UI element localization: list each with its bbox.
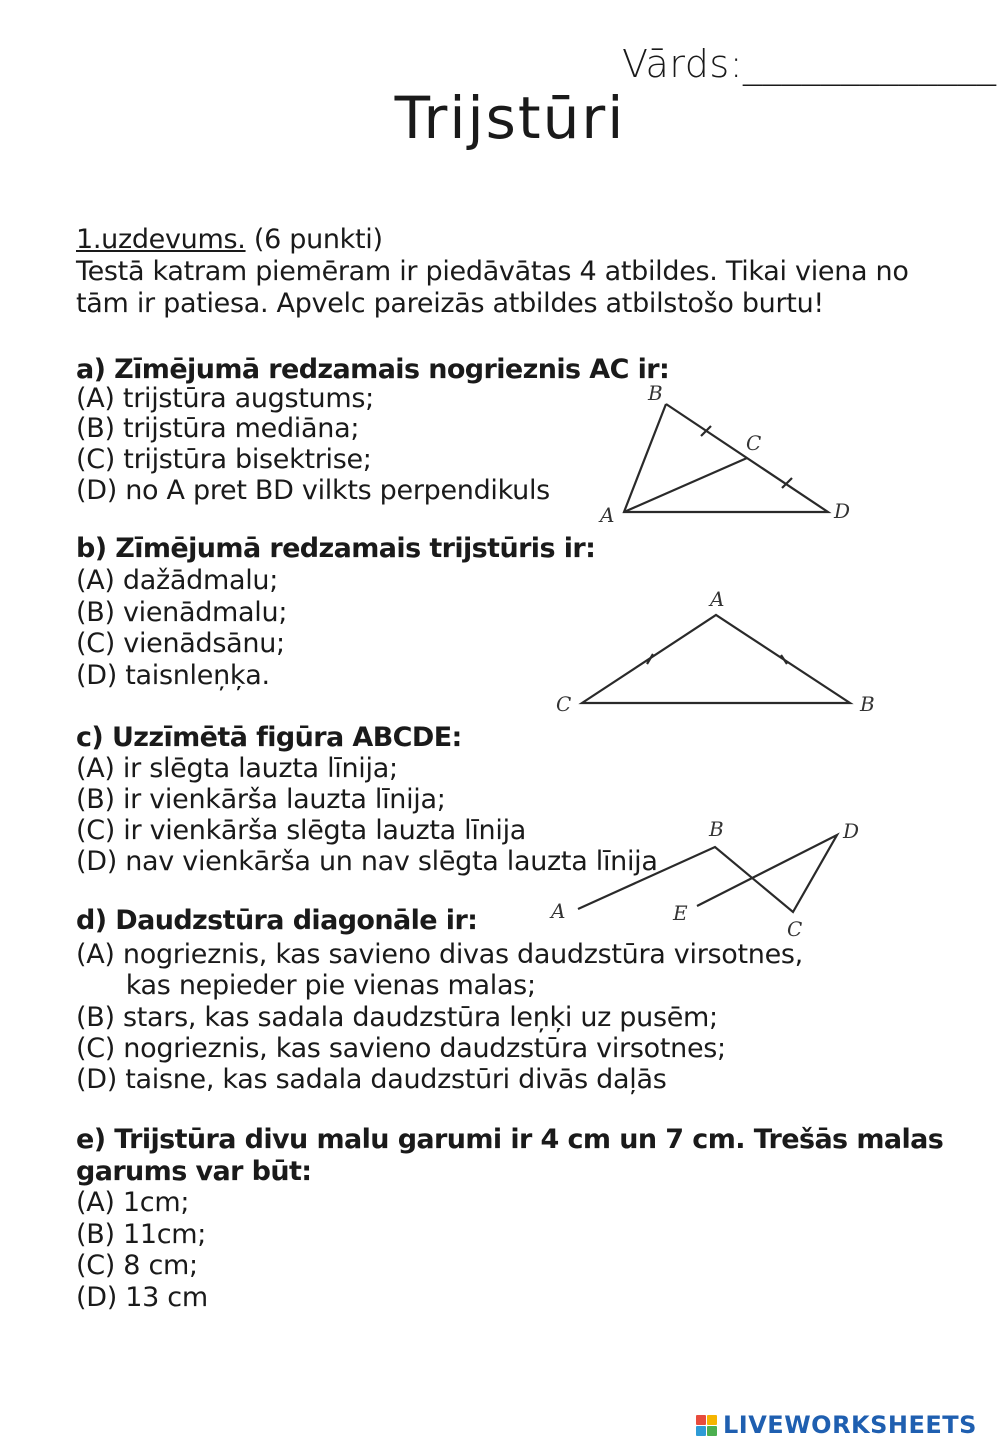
question-e-option-b[interactable]: (B) 11cm;: [76, 1219, 207, 1250]
question-d-option-b[interactable]: (B) stars, kas sadala daudzstūra leņķi uz pusēm;: [76, 1002, 718, 1033]
question-a-option-c[interactable]: (C) trijstūra bisektrise;: [76, 444, 372, 475]
question-e-option-d[interactable]: (D) 13 cm: [76, 1282, 208, 1313]
liveworksheets-logo[interactable]: [696, 1410, 977, 1440]
figure-a-label-b: B: [648, 381, 663, 405]
question-c-option-b[interactable]: (B) ir vienkārša lauzta līnija;: [76, 784, 446, 815]
task-points: (6 punkti): [245, 224, 383, 255]
question-b-option-a[interactable]: (A) dažādmalu;: [76, 565, 279, 596]
figure-b-triangle: [550, 580, 890, 720]
question-d-option-c[interactable]: (C) nogrieznis, kas savieno daudzstūra virsotnes;: [76, 1033, 726, 1064]
figure-c-label-a: A: [551, 899, 566, 923]
figure-c-label-e: E: [673, 901, 688, 925]
figure-a-label-c: C: [746, 431, 762, 455]
task-intro-line-1: Testā katram piemēram ir piedāvātas 4 atbildes. Tikai viena no: [76, 256, 909, 287]
question-a-option-b[interactable]: (B) trijstūra mediāna;: [76, 413, 360, 444]
question-e-option-c[interactable]: (C) 8 cm;: [76, 1250, 198, 1281]
question-b-option-c[interactable]: (C) vienādsānu;: [76, 628, 285, 659]
question-a-option-d[interactable]: (D) no A pret BD vilkts perpendikuls: [76, 475, 550, 506]
figure-c-label-d: D: [843, 819, 860, 843]
figure-b-label-b: B: [860, 692, 875, 716]
question-e-title-line-2: garums var būt:: [76, 1156, 312, 1187]
figure-c-label-c: C: [787, 917, 803, 941]
question-d-title: d) Daudzstūra diagonāle ir:: [76, 905, 478, 936]
question-c-title: c) Uzzīmētā figūra ABCDE:: [76, 722, 462, 753]
page-title: Trijstūri: [394, 84, 626, 152]
figure-c-label-b: B: [709, 817, 724, 841]
figure-a-label-d: D: [834, 499, 851, 523]
question-a-title: a) Zīmējumā redzamais nogrieznis AC ir:: [76, 354, 670, 385]
question-c-option-a[interactable]: (A) ir slēgta lauzta līnija;: [76, 753, 398, 784]
name-field-label: Vārds:_____________: [622, 42, 997, 86]
task-number: 1.uzdevums.: [76, 224, 246, 255]
logo-square-2: [707, 1415, 717, 1425]
logo-square-1: [696, 1415, 706, 1425]
question-c-option-d[interactable]: (D) nav vienkārša un nav slēgta lauzta līnija: [76, 846, 658, 877]
liveworksheets-brand-text: LIVEWORKSHEETS: [723, 1411, 977, 1439]
figure-b-label-c: C: [556, 692, 572, 716]
figure-b-triangle-outline: [582, 615, 850, 703]
logo-square-3: [696, 1426, 706, 1436]
figure-a-triangle-outline: [624, 404, 828, 512]
figure-b-label-a: A: [710, 587, 725, 611]
question-b-option-b[interactable]: (B) vienādmalu;: [76, 597, 288, 628]
question-b-option-d[interactable]: (D) taisnleņķa.: [76, 660, 270, 691]
question-d-option-a-continued[interactable]: kas nepieder pie vienas malas;: [76, 970, 536, 1001]
question-c-option-c[interactable]: (C) ir vienkārša slēgta lauzta līnija: [76, 815, 527, 846]
figure-c-polyline: [545, 810, 875, 940]
question-e-option-a[interactable]: (A) 1cm;: [76, 1187, 190, 1218]
question-d-option-a[interactable]: (A) nogrieznis, kas savieno divas daudzstūra virsotnes,: [76, 939, 803, 970]
task-heading: [76, 224, 383, 256]
question-e-title-line-1: e) Trijstūra divu malu garumi ir 4 cm un 7 cm. Trešās malas: [76, 1124, 944, 1155]
logo-square-4: [707, 1426, 717, 1436]
figure-a-label-a: A: [600, 503, 615, 527]
question-a-option-a[interactable]: (A) trijstūra augstums;: [76, 383, 374, 414]
figure-a-triangle: [590, 378, 870, 528]
figure-c-broken-line: [578, 835, 837, 912]
question-d-option-d[interactable]: (D) taisne, kas sadala daudzstūri divās daļās: [76, 1064, 667, 1095]
question-b-title: b) Zīmējumā redzamais trijstūris ir:: [76, 533, 596, 564]
liveworksheets-grid-icon: [696, 1415, 717, 1436]
task-intro-line-2: tām ir patiesa. Apvelc pareizās atbildes atbilstošo burtu!: [76, 288, 824, 319]
